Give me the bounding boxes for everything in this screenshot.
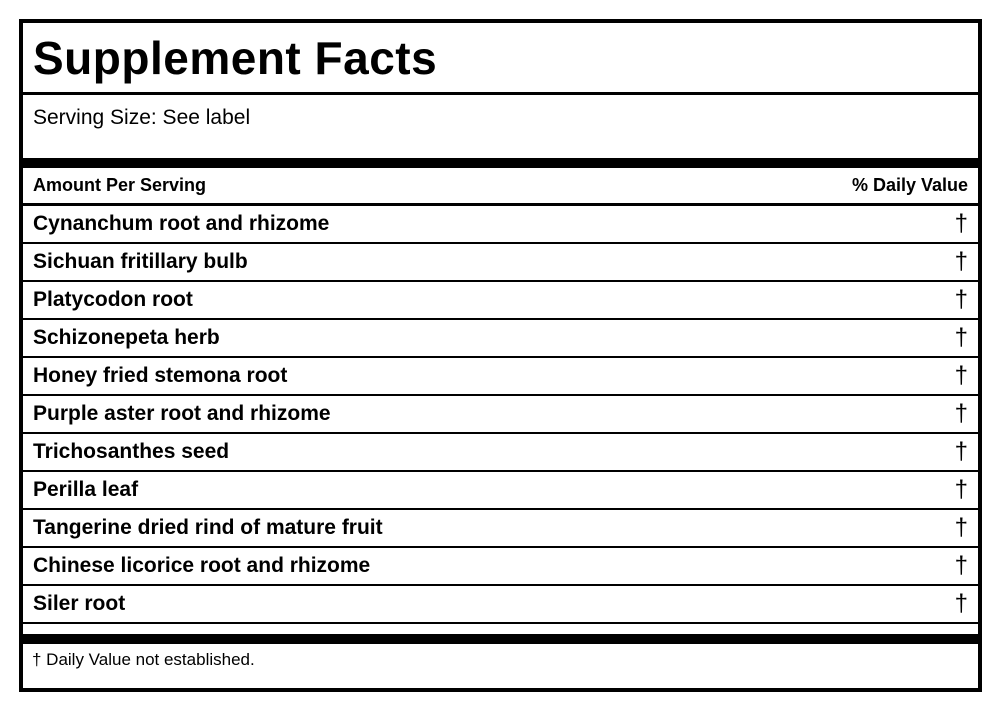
daily-value-mark: † — [954, 476, 968, 503]
ingredient-name: Chinese licorice root and rhizome — [33, 554, 371, 577]
ingredient-name: Honey fried stemona root — [33, 364, 288, 387]
ingredient-name: Cynanchum root and rhizome — [33, 212, 330, 235]
ingredient-row — [23, 586, 978, 624]
ingredient-row — [23, 396, 978, 434]
daily-value-mark: † — [954, 248, 968, 275]
amount-per-serving-header: Amount Per Serving — [33, 175, 207, 195]
daily-value-header: % Daily Value — [851, 175, 968, 195]
ingredient-name: Tangerine dried rind of mature fruit — [33, 516, 383, 539]
footnote-row — [23, 644, 978, 670]
ingredient-name: Platycodon root — [33, 288, 193, 311]
ingredient-name: Siler root — [33, 592, 126, 615]
supplement-facts-panel — [19, 19, 982, 692]
ingredient-row — [23, 434, 978, 472]
ingredient-name: Perilla leaf — [33, 478, 139, 501]
ingredient-row — [23, 206, 978, 244]
serving-size-row — [23, 95, 978, 168]
ingredient-row — [23, 320, 978, 358]
title-row — [23, 23, 978, 95]
daily-value-mark: † — [954, 438, 968, 465]
ingredient-row — [23, 472, 978, 510]
thick-divider — [23, 624, 978, 644]
daily-value-mark: † — [954, 362, 968, 389]
ingredient-row — [23, 548, 978, 586]
daily-value-mark: † — [954, 400, 968, 427]
serving-size-text: Serving Size: See label — [33, 106, 251, 129]
ingredient-list — [23, 206, 978, 624]
ingredient-name: Sichuan fritillary bulb — [33, 250, 248, 273]
column-header-row — [23, 168, 978, 206]
ingredient-name: Purple aster root and rhizome — [33, 402, 331, 425]
daily-value-mark: † — [954, 514, 968, 541]
ingredient-row — [23, 510, 978, 548]
ingredient-row — [23, 244, 978, 282]
ingredient-row — [23, 282, 978, 320]
daily-value-mark: † — [954, 590, 968, 617]
ingredient-name: Trichosanthes seed — [33, 440, 230, 463]
ingredient-name: Schizonepeta herb — [33, 326, 220, 349]
daily-value-mark: † — [954, 286, 968, 313]
daily-value-mark: † — [954, 324, 968, 351]
ingredient-row — [23, 358, 978, 396]
daily-value-mark: † — [954, 552, 968, 579]
daily-value-mark: † — [954, 210, 968, 237]
footnote-text: † Daily Value not established. — [32, 650, 255, 669]
label-title: Supplement Facts — [33, 31, 438, 84]
